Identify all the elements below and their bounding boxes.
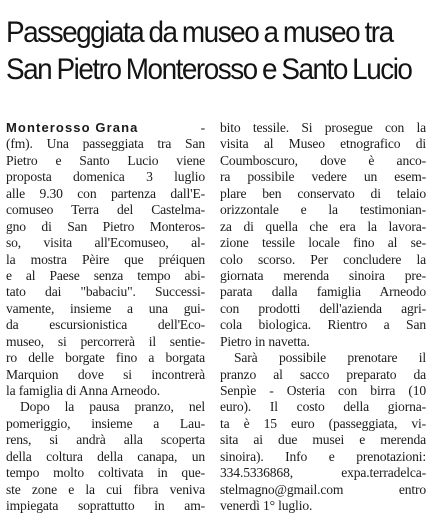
dateline-line xyxy=(6,120,205,136)
body-text-line: 334.5336868, expa.terradelca- xyxy=(220,465,426,481)
body-text-line: comuseo Terra del Castelma- xyxy=(6,202,205,218)
body-text-line: Pietro e Santo Lucio viene xyxy=(6,152,205,168)
body-text-line: stelmagno@gmail.com entro xyxy=(220,481,426,497)
body-text-line: parata dalla famiglia Arneodo xyxy=(220,284,426,300)
body-text-line: giornata merenda sinoira pre- xyxy=(220,267,426,283)
body-text-line: euro). Il costo della giorna- xyxy=(220,399,426,415)
body-text-line: Coumboscuro, dove è anco- xyxy=(220,152,426,168)
body-text-line: zione tessile locale fino al se- xyxy=(220,235,426,251)
body-text-line: bito tessile. Si prosegue con la xyxy=(220,120,426,135)
body-text-line: colo scorso. Per concludere la xyxy=(220,251,426,267)
body-text-line: impiegata soprattutto in am- xyxy=(6,498,205,514)
article-dateline: Monterosso Grana xyxy=(6,120,139,135)
body-text-line: visita al Museo etnografico di xyxy=(220,136,426,152)
dateline-dash: - xyxy=(200,120,205,135)
body-text-line: plare ben conservato di telaio xyxy=(220,185,426,201)
body-text-line: alle 9.30 con partenza dall'E- xyxy=(6,185,205,201)
headline-line-1: Passeggiata da museo a museo tra xyxy=(6,16,393,49)
body-text-line: (fm). Una passeggiata tra San xyxy=(6,136,205,152)
body-text-line: za di quella che era la lavora- xyxy=(220,218,426,234)
body-text-line: orizzontale e la testimonian- xyxy=(220,202,426,218)
body-text-line: tato dai "babaciu". Successi- xyxy=(6,284,205,300)
body-text-line: ra possibile vedere un esem- xyxy=(220,169,426,185)
article-column-left xyxy=(6,120,205,515)
body-text-line: sinoira). Info e prenotazioni: xyxy=(220,448,426,464)
body-text-line: della coltura della canapa, un xyxy=(6,448,205,464)
body-text-line: pomeriggio, insieme a Lau- xyxy=(6,415,205,431)
body-text-line: e al Paese senza tempo abi- xyxy=(6,267,205,283)
body-text-line: cola biologica. Rientro a San xyxy=(220,317,426,333)
body-text-line: Senpìe - Osteria con birra (10 xyxy=(220,383,426,398)
body-text-line: venerdì 1° luglio. xyxy=(220,498,313,514)
body-text-line: ro delle borgate fino a borgata xyxy=(6,350,205,366)
body-text-line: la mostra Pèire que préiquen xyxy=(6,251,205,267)
body-text-line: ste zone e la cui fibra veniva xyxy=(6,481,205,497)
article-column-right xyxy=(220,120,426,515)
body-text-line: la famiglia di Anna Arneodo. xyxy=(6,383,160,398)
body-text-line: pranzo al sacco preparato da xyxy=(220,366,426,382)
body-text-line: gno di San Pietro Monteros- xyxy=(6,218,205,234)
body-text-line: sita ai due musei e merenda xyxy=(220,432,426,448)
body-text-line: Dopo la pausa pranzo, nel xyxy=(20,399,205,415)
body-text-line: museo, si percorrerà il sentie- xyxy=(6,333,205,349)
body-text-line: Marquion dove si incontrerà xyxy=(6,366,205,382)
article-headline xyxy=(6,14,412,88)
body-text-line: tempo molto coltivata in que- xyxy=(6,465,205,481)
body-text-line: so, visita all'Ecomuseo, al- xyxy=(6,235,205,251)
headline-line-2: San Pietro Monterosso e Santo Lucio xyxy=(6,53,412,86)
body-text-line: con prodotti dell'azienda agri- xyxy=(220,300,426,316)
body-text-line: Sarà possibile prenotare il xyxy=(234,350,426,366)
body-text-line: Pietro in navetta. xyxy=(220,333,310,349)
body-text-line: ta è 15 euro (passeggiata, vi- xyxy=(220,415,426,431)
body-text-line: rens, si andrà alla scoperta xyxy=(6,432,205,448)
body-text-line: vamente, insieme a una gui- xyxy=(6,300,205,316)
body-text-line: proposta domenica 3 luglio xyxy=(6,169,205,185)
body-text-line: da escursionistica dell'Eco- xyxy=(6,317,205,333)
